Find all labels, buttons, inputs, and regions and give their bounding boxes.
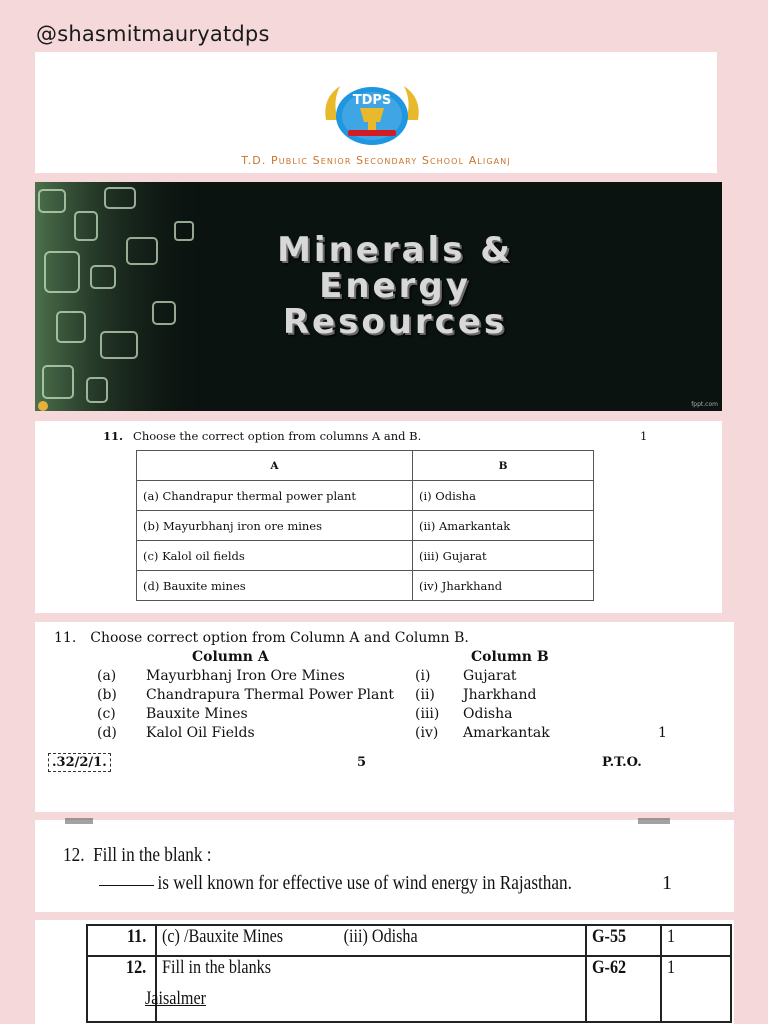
row-text-a: Chandrapura Thermal Power Plant — [146, 687, 395, 703]
answer-marks: 1 — [661, 925, 731, 956]
table-cell: (iii) Gujarat — [413, 541, 594, 571]
question-2-text: Choose correct option from Column A and Column B. — [90, 630, 469, 646]
school-name: T.D. Public Senior Secondary School Aliganj — [241, 154, 511, 167]
question-3-heading — [63, 844, 212, 867]
banner-title-line-1: Minerals & — [277, 230, 513, 270]
table-row — [137, 571, 594, 601]
question-1-text: Choose the correct option from columns A and B. — [133, 429, 422, 443]
row-label-b: (iv) — [415, 725, 439, 741]
author-handle: @shasmitmauryatdps — [36, 22, 270, 46]
question-3-marks: 1 — [662, 872, 672, 894]
table-cell: (iv) Jharkhand — [413, 571, 594, 601]
answer-sub-text: Jaisalmer — [145, 988, 207, 1009]
question-1-number: 11. — [103, 429, 124, 443]
table-cell: (ii) Amarkantak — [413, 511, 594, 541]
row-label-b: (ii) — [415, 687, 435, 703]
question-3-card — [35, 820, 734, 912]
table-cell: (a) Chandrapur thermal power plant — [137, 481, 413, 511]
table-row — [137, 541, 594, 571]
question-3-line — [99, 872, 572, 895]
match-table — [136, 450, 594, 601]
column-b-title: Column B — [471, 649, 549, 665]
table-row — [87, 925, 731, 956]
answer-number: 11. — [87, 925, 156, 956]
fill-blank — [99, 885, 154, 886]
answer-text: (c) /Bauxite Mines (iii) Odisha — [156, 925, 586, 956]
banner-credit: fppt.com — [691, 401, 718, 408]
row-text-b: Jharkhand — [463, 687, 537, 703]
row-label-a: (d) — [97, 725, 117, 741]
scan-mark — [65, 818, 93, 824]
row-text-b: Gujarat — [463, 668, 517, 684]
row-label-b: (i) — [415, 668, 431, 684]
list-item — [35, 668, 734, 687]
answer-marks: 1 — [661, 956, 731, 1022]
column-a-header: A — [137, 451, 413, 481]
row-text-b: Amarkantak — [463, 725, 550, 741]
banner-title — [200, 232, 590, 340]
logo-badge-text: TDPS — [352, 93, 392, 108]
answer-page: G-62 — [586, 956, 661, 1022]
question-3-text: is well known for effective use of wind energy in Rajasthan. — [157, 872, 572, 894]
question-3-heading-text: Fill in the blank : — [93, 844, 212, 866]
row-text-a: Bauxite Mines — [146, 706, 248, 722]
paper-code: .32/2/1. — [48, 753, 111, 772]
list-item — [35, 706, 734, 725]
row-label-b: (iii) — [415, 706, 440, 722]
banner-title-line-2: Energy — [319, 266, 471, 306]
list-item — [35, 687, 734, 706]
question-2-card — [35, 622, 734, 812]
answer-text: Fill in the blanks — [156, 956, 586, 1022]
match-table-header — [137, 451, 594, 481]
banner-title-line-3: Resources — [282, 302, 508, 342]
answer-key-card — [35, 920, 734, 1024]
table-cell: (b) Mayurbhanj iron ore mines — [137, 511, 413, 541]
pto-label: P.T.O. — [602, 755, 642, 770]
row-text-a: Kalol Oil Fields — [146, 725, 255, 741]
scan-mark — [638, 818, 670, 824]
row-text-a: Mayurbhanj Iron Ore Mines — [146, 668, 345, 684]
column-b-header: B — [413, 451, 594, 481]
question-2-marks: 1 — [658, 725, 667, 741]
page-number: 5 — [357, 755, 367, 770]
table-row — [137, 481, 594, 511]
answer-number: 12. — [87, 956, 156, 1022]
row-label-a: (b) — [97, 687, 117, 703]
question-1-marks: 1 — [640, 429, 648, 443]
question-1-card — [35, 421, 722, 613]
column-a-title: Column A — [192, 649, 269, 665]
topic-banner — [35, 182, 722, 411]
question-2-heading — [54, 630, 469, 646]
row-label-a: (a) — [97, 668, 117, 684]
question-3-number: 12. — [63, 844, 85, 866]
question-2-number: 11. — [54, 630, 77, 646]
list-item — [35, 725, 734, 744]
school-logo-card — [35, 52, 717, 173]
table-cell: (i) Odisha — [413, 481, 594, 511]
table-cell: (c) Kalol oil fields — [137, 541, 413, 571]
question-1-heading — [103, 429, 421, 443]
row-text-b: Odisha — [463, 706, 513, 722]
table-cell: (d) Bauxite mines — [137, 571, 413, 601]
school-logo — [318, 80, 426, 146]
table-row — [137, 511, 594, 541]
row-label-a: (c) — [97, 706, 116, 722]
answer-page: G-55 — [586, 925, 661, 956]
